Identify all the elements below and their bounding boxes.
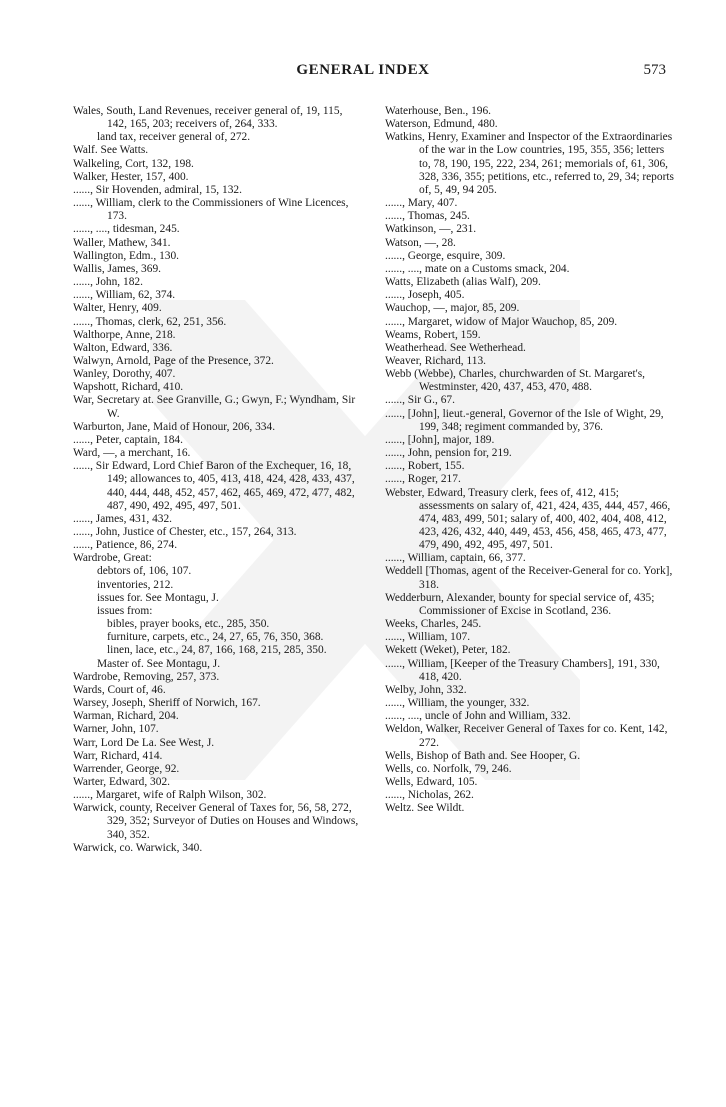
index-entry: ......, George, esquire, 309. [385, 249, 506, 262]
index-entry: Wells, Bishop of Bath and. See Hooper, G. [385, 749, 581, 762]
index-entry: Watkins, Henry, Examiner and Inspector of the Extraordinaries of the war in the Low countries, 195, 355, 356; letters to, 78, 190, 195, 222, 234, 261; memorials of, 61, 306, 328, 336, 355; petitions, etc., referred to, 29, 34; reports of, 5, 49, 94 205. [385, 131, 674, 196]
page-number: 573 [643, 62, 666, 78]
index-column-left [73, 105, 363, 855]
index-entry: Walter, Henry, 409. [73, 302, 162, 315]
index-entry: Weatherhead. See Wetherhead. [385, 341, 526, 354]
index-entry: ......, Peter, captain, 184. [73, 433, 183, 446]
index-entry: Warburton, Jane, Maid of Honour, 206, 334. [73, 420, 276, 433]
index-entry: Wekett (Weket), Peter, 182. [385, 644, 511, 657]
index-entry: Weeks, Charles, 245. [385, 618, 482, 631]
index-entry: Wallington, Edm., 130. [73, 249, 180, 262]
index-entry: ......, [John], major, 189. [385, 433, 495, 446]
index-entry: ......, William, 62, 374. [73, 289, 176, 302]
index-entry: ......, John, pension for, 219. [385, 447, 512, 460]
index-entry: Wells, Edward, 105. [385, 775, 478, 788]
index-entry: Wanley, Dorothy, 407. [73, 368, 176, 381]
index-entry: Waterson, Edmund, 480. [385, 118, 498, 131]
index-entry: ......, Patience, 86, 274. [73, 539, 178, 552]
index-entry: Weddell [Thomas, agent of the Receiver-General for co. York], 318. [385, 565, 673, 591]
index-entry: Warr, Lord De La. See West, J. [73, 736, 215, 749]
index-entry: Wedderburn, Alexander, bounty for special service of, 435; Commissioner of Excise in Scotland, 236. [385, 591, 655, 617]
index-entry: ......, ...., mate on a Customs smack, 204. [385, 262, 570, 275]
index-entry: Watts, Elizabeth (alias Walf), 209. [385, 276, 541, 289]
index-entry: inventories, 212. [97, 578, 174, 591]
index-entry: Warwick, county, Receiver General of Taxes for, 56, 58, 272, 329, 352; Surveyor of Duties on Houses and Windows, 340, 352. [73, 802, 359, 841]
index-entry: Webster, Edward, Treasury clerk, fees of, 412, 415; assessments on salary of, 421, 424, 435, 444, 457, 466, 474, 483, 499, 501; salary of, 400, 402, 404, 408, 412, 423, 426, 432, 440, 449, 453, 456, 458, 465, 473, 477, 479, 490, 492, 495, 497, 501. [385, 486, 671, 552]
index-entry: issues from: [97, 604, 153, 617]
index-entry: Waller, Mathew, 341. [73, 236, 171, 249]
index-entry: Master of. See Montagu, J. [97, 657, 221, 670]
index-entry: Warman, Richard, 204. [73, 710, 179, 723]
index-entry: ......, Robert, 155. [385, 460, 465, 473]
index-entry: ......, William, clerk to the Commissioners of Wine Licences, 173. [73, 197, 349, 223]
index-entry: bibles, prayer books, etc., 285, 350. [107, 618, 270, 631]
page-title: GENERAL INDEX [296, 62, 430, 78]
index-entry: ......, James, 431, 432. [73, 512, 173, 525]
index-entry: Warrender, George, 92. [73, 762, 180, 775]
index-entry: Wells, co. Norfolk, 79, 246. [385, 762, 512, 775]
index-entry: Wallis, James, 369. [73, 262, 161, 275]
index-entry: Wales, South, Land Revenues, receiver general of, 19, 115, 142, 165, 203; receivers of, 264, 333. [73, 105, 343, 131]
index-entry: ......, Margaret, widow of Major Wauchop, 85, 209. [385, 315, 618, 328]
index-entry: Weltz. See Wildt. [385, 802, 465, 815]
index-entry: Warr, Richard, 414. [73, 749, 163, 762]
index-entry: ......, [John], lieut.-general, Governor of the Isle of Wight, 29, 199, 348; regiment commanded by, 376. [385, 407, 664, 433]
index-entry: ......, Sir Edward, Lord Chief Baron of the Exchequer, 16, 18, 149; allowances to, 405, 413, 418, 424, 428, 433, 437, 440, 444, 448, 452, 457, 462, 465, 469, 472, 477, 482, 487, 490, 492, 495, 497, 501. [73, 460, 355, 512]
index-entry: ......, William, [Keeper of the Treasury Chambers], 191, 330, 418, 420. [385, 657, 660, 683]
index-entry: ......, John, Justice of Chester, etc., 157, 264, 313. [73, 526, 297, 538]
index-entry: ......, John, 182. [73, 276, 143, 289]
index-entry: linen, lace, etc., 24, 87, 166, 168, 215, 285, 350. [107, 644, 327, 657]
index-entry: Walf. See Watts. [73, 144, 149, 157]
index-column-right [385, 105, 675, 815]
page-header [60, 62, 666, 86]
index-entry: Weldon, Walker, Receiver General of Taxes for co. Kent, 142, 272. [385, 723, 668, 749]
index-entry: Walwyn, Arnold, Page of the Presence, 372. [73, 354, 274, 367]
index-entry: Waterhouse, Ben., 196. [385, 105, 492, 117]
index-entry: Watkinson, —, 231. [385, 223, 477, 236]
index-entry: ......, ...., tidesman, 245. [73, 223, 180, 236]
index-entry: Walthorpe, Anne, 218. [73, 328, 176, 341]
index-entry: Wardrobe, Removing, 257, 373. [73, 670, 220, 683]
index-entry: ......, William, captain, 66, 377. [385, 552, 526, 565]
index-entry: ......, William, 107. [385, 631, 471, 644]
index-entry: ......, Thomas, clerk, 62, 251, 356. [73, 315, 227, 328]
index-entry: Walker, Hester, 157, 400. [73, 170, 189, 183]
index-entry: ......, Roger, 217. [385, 473, 461, 486]
index-entry: land tax, receiver general of, 272. [97, 131, 251, 144]
index-entry: issues for. See Montagu, J. [97, 591, 219, 604]
index-entry: ......, Sir G., 67. [385, 394, 455, 407]
index-entry: Warner, John, 107. [73, 723, 159, 736]
index-entry: ......, Thomas, 245. [385, 210, 470, 223]
index-entry: Wardrobe, Great: [73, 552, 152, 565]
index-entry: ......, William, the younger, 332. [385, 697, 530, 710]
index-entry: ......, Nicholas, 262. [385, 789, 474, 802]
index-entry: Weaver, Richard, 113. [385, 354, 486, 367]
index-entry: debtors of, 106, 107. [97, 565, 192, 578]
index-entry: ......, Sir Hovenden, admiral, 15, 132. [73, 183, 242, 196]
index-entry: Weams, Robert, 159. [385, 328, 481, 341]
index-entry: ......, Joseph, 405. [385, 289, 465, 302]
index-entry: furniture, carpets, etc., 24, 27, 65, 76, 350, 368. [107, 631, 324, 644]
index-entry: Warwick, co. Warwick, 340. [73, 841, 203, 854]
index-entry: Warsey, Joseph, Sheriff of Norwich, 167. [73, 697, 261, 710]
index-entry: Walkeling, Cort, 132, 198. [73, 157, 194, 170]
index-entry: War, Secretary at. See Granville, G.; Gwyn, F.; Wyndham, Sir W. [73, 394, 356, 420]
index-entry: Welby, John, 332. [385, 683, 467, 696]
index-entry: ......, Margaret, wife of Ralph Wilson, 302. [73, 789, 267, 802]
index-entry: Walton, Edward, 336. [73, 341, 173, 354]
index-entry: ......, ...., uncle of John and William, 332. [385, 710, 571, 723]
index-entry: Watson, —, 28. [385, 236, 456, 249]
index-entry: Ward, —, a merchant, 16. [73, 447, 191, 460]
index-entry: Webb (Webbe), Charles, churchwarden of St. Margaret's, Westminster, 420, 437, 453, 470, 488. [385, 368, 646, 394]
index-entry: Warter, Edward, 302. [73, 775, 170, 788]
index-entry: Wards, Court of, 46. [73, 683, 166, 696]
index-entry: Wauchop, —, major, 85, 209. [385, 302, 520, 315]
index-entry: Wapshott, Richard, 410. [73, 381, 184, 394]
index-entry: ......, Mary, 407. [385, 197, 458, 210]
